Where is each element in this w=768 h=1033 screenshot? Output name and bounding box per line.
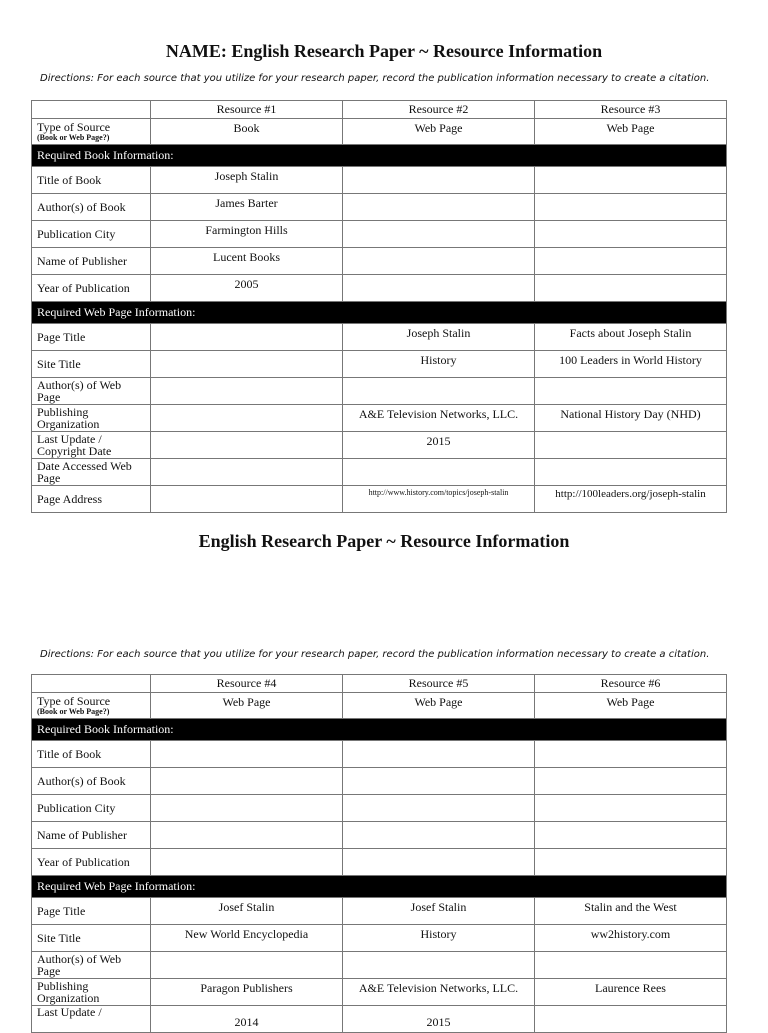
type-of-source-label [32,693,151,719]
table-cell[interactable] [343,378,535,405]
table-cell[interactable]: 2014 [151,1006,343,1033]
table-cell[interactable]: National History Day (NHD) [535,405,727,432]
row-label: Author(s) of Book [32,768,151,795]
type-cell[interactable]: Web Page [343,693,535,719]
header-resource-5: Resource #5 [343,675,535,693]
table-cell[interactable]: A&E Television Networks, LLC. [343,979,535,1006]
row-label: Date Accessed Web Page [32,459,151,486]
web-info-heading: Required Web Page Information: [32,302,727,324]
table-cell[interactable] [151,405,343,432]
book-info-heading: Required Book Information: [32,145,727,167]
table-cell[interactable] [343,167,535,194]
table-row [32,324,727,351]
web-info-band [32,302,727,324]
page-address-cell[interactable]: http://www.history.com/topics/joseph-stalin [343,486,535,513]
table-cell[interactable] [535,275,727,302]
table-cell[interactable]: History [343,925,535,952]
table-cell[interactable] [535,221,727,248]
table-cell[interactable]: 2005 [151,275,343,302]
row-label: Page Address [32,486,151,513]
header-resource-2: Resource #2 [343,101,535,119]
table-row [32,979,727,1006]
header-row [32,101,727,119]
page-title: English Research Paper ~ Resource Information [198,531,570,551]
row-label: Year of Publication [32,275,151,302]
table-row [32,768,727,795]
table-cell[interactable] [151,795,343,822]
header-blank [32,101,151,119]
table-cell[interactable] [535,378,727,405]
table-cell[interactable] [343,275,535,302]
table-row [32,351,727,378]
table-cell[interactable]: ww2history.com [535,925,727,952]
header-resource-1: Resource #1 [151,101,343,119]
table-row [32,221,727,248]
table-cell[interactable] [151,378,343,405]
web-info-heading: Required Web Page Information: [32,876,727,898]
table-row [32,795,727,822]
row-label: Title of Book [32,741,151,768]
row-label: Publication City [32,221,151,248]
row-label: Name of Publisher [32,248,151,275]
row-label: Author(s) of Book [32,194,151,221]
row-label: Publishing Organization [32,979,151,1006]
type-cell[interactable]: Book [151,119,343,145]
type-of-source-row [32,693,727,719]
page-title: NAME: English Research Paper ~ Resource Information [165,41,603,61]
table-cell[interactable]: A&E Television Networks, LLC. [343,405,535,432]
directions-text: Directions: For each source that you utilize for your research paper, record the publication information necessary to create a citation. [40,649,710,660]
table-cell[interactable]: Joseph Stalin [151,167,343,194]
table-cell[interactable] [151,351,343,378]
header-blank [32,675,151,693]
table-cell[interactable] [151,741,343,768]
table-row [32,849,727,876]
table-cell[interactable] [535,167,727,194]
table-cell[interactable] [535,194,727,221]
type-cell[interactable]: Web Page [343,119,535,145]
table-cell[interactable] [151,459,343,486]
type-of-source-hint: (Book or Web Page?) [37,133,110,142]
row-label: Name of Publisher [32,822,151,849]
row-label: Author(s) of Web Page [32,952,151,979]
table-cell[interactable] [343,194,535,221]
table-row [32,486,727,513]
table-cell[interactable] [151,822,343,849]
table-cell[interactable] [151,849,343,876]
table-cell[interactable] [535,459,727,486]
table-cell[interactable] [151,486,343,513]
table-cell[interactable]: Joseph Stalin [343,324,535,351]
type-of-source-hint: (Book or Web Page?) [37,707,110,716]
row-label: Title of Book [32,167,151,194]
row-label: Site Title [32,925,151,952]
row-label: Site Title [32,351,151,378]
table-cell[interactable] [535,849,727,876]
table-cell[interactable] [343,221,535,248]
table-cell[interactable] [535,1006,727,1033]
header-resource-4: Resource #4 [151,675,343,693]
table-cell[interactable]: Josef Stalin [151,898,343,925]
table-row [32,275,727,302]
table-cell[interactable]: Laurence Rees [535,979,727,1006]
table-cell[interactable]: Facts about Joseph Stalin [535,324,727,351]
table-cell[interactable] [343,849,535,876]
type-of-source-row [32,119,727,145]
row-label: Last Update / Copyright Date [32,432,151,459]
table-cell[interactable]: 100 Leaders in World History [535,351,727,378]
table-cell[interactable] [343,822,535,849]
row-label: Page Title [32,324,151,351]
table-cell[interactable]: James Barter [151,194,343,221]
table-cell[interactable]: Josef Stalin [343,898,535,925]
row-label: Publishing Organization [32,405,151,432]
type-cell[interactable]: Web Page [535,119,727,145]
table-cell[interactable] [535,768,727,795]
table-cell[interactable] [535,822,727,849]
type-of-source-text: Type of Source [37,120,111,134]
header-resource-3: Resource #3 [535,101,727,119]
row-label: Publication City [32,795,151,822]
table-row [32,405,727,432]
book-info-band [32,145,727,167]
table-cell[interactable]: Paragon Publishers [151,979,343,1006]
table-cell[interactable] [343,795,535,822]
table-row [32,822,727,849]
resource-table-2 [31,674,727,1033]
row-label: Last Update / [32,1006,151,1033]
table-row [32,459,727,486]
header-resource-6: Resource #6 [535,675,727,693]
table-cell[interactable]: 2015 [343,1006,535,1033]
type-of-source-label [32,119,151,145]
directions-text: Directions: For each source that you utilize for your research paper, record the publication information necessary to create a citation. [40,73,710,84]
type-cell[interactable]: Web Page [535,693,727,719]
table-cell[interactable]: 2015 [343,432,535,459]
table-cell[interactable] [343,459,535,486]
resource-table-1 [31,100,727,513]
table-row [32,378,727,405]
type-cell[interactable]: Web Page [151,693,343,719]
table-row [32,925,727,952]
table-row [32,432,727,459]
type-of-source-text: Type of Source [37,694,111,708]
table-row [32,898,727,925]
table-row [32,167,727,194]
table-row [32,741,727,768]
table-cell[interactable]: History [343,351,535,378]
table-cell[interactable]: Lucent Books [151,248,343,275]
table-cell[interactable] [343,768,535,795]
web-info-band [32,876,727,898]
row-label: Page Title [32,898,151,925]
row-label: Year of Publication [32,849,151,876]
table-cell[interactable] [535,952,727,979]
row-label: Author(s) of Web Page [32,378,151,405]
header-row [32,675,727,693]
table-row [32,248,727,275]
table-cell[interactable]: New World Encyclopedia [151,925,343,952]
table-cell[interactable]: Stalin and the West [535,898,727,925]
table-cell[interactable] [343,741,535,768]
page-address-cell[interactable]: http://100leaders.org/joseph-stalin [535,486,727,513]
table-row [32,1006,727,1033]
table-cell[interactable] [343,952,535,979]
table-cell[interactable]: Farmington Hills [151,221,343,248]
table-cell[interactable] [151,324,343,351]
table-cell[interactable] [343,248,535,275]
table-cell[interactable] [151,952,343,979]
table-cell[interactable] [151,432,343,459]
book-info-band [32,719,727,741]
table-row [32,952,727,979]
table-cell[interactable] [535,432,727,459]
table-cell[interactable] [535,741,727,768]
table-cell[interactable] [535,795,727,822]
table-cell[interactable] [535,248,727,275]
table-row [32,194,727,221]
book-info-heading: Required Book Information: [32,719,727,741]
table-cell[interactable] [151,768,343,795]
